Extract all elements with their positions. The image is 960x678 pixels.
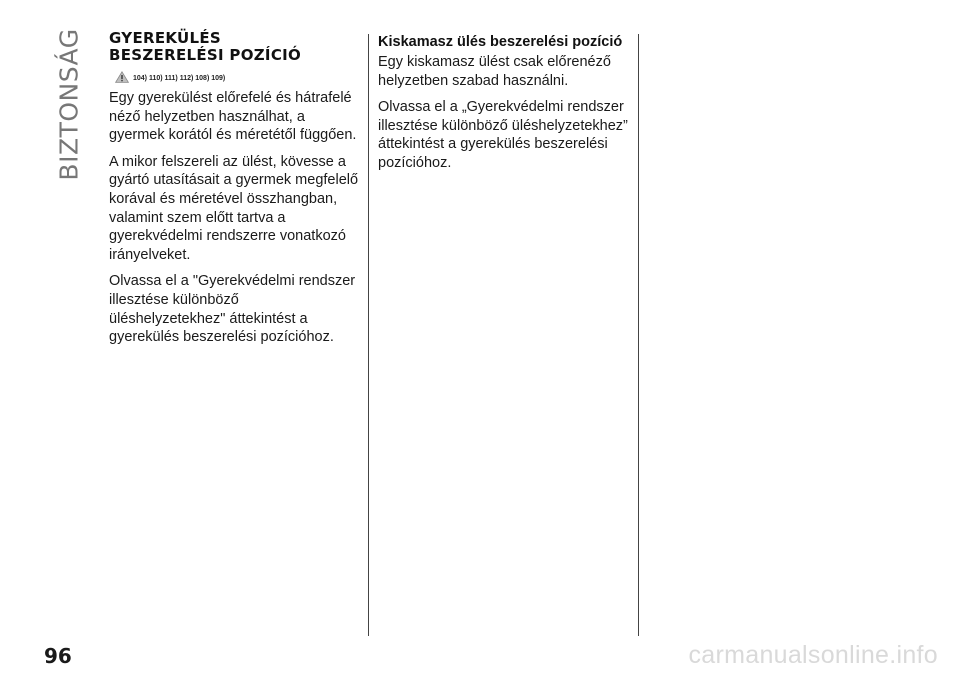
paragraph: Olvassa el a „Gyerekvédelmi rendszer illesztése különböző üléshelyzetekhez” áttekintést a gyerekülés beszerelési pozícióhoz. — [378, 99, 628, 171]
warning-references: 104) 110) 111) 112) 108) 109) — [133, 75, 226, 82]
paragraph: A mikor felszereli az ülést, kövesse a gyártó utasításait a gyermek megfelelő korával és méretével összhangban, valamint szem előtt tartva a gyerekvédelmi rendszerre vonatkozó irányelveket. — [109, 153, 359, 263]
paragraph: Egy kiskamasz ülést csak előrenéző helyzetben szabad használni. — [378, 54, 611, 89]
paragraph: Egy gyerekülést előrefelé és hátrafelé néző helyzetben használhat, a gyermek korától és méretétől függően. — [109, 90, 357, 144]
right-column — [378, 30, 628, 181]
subsection-heading: Kiskamasz ülés beszerelési pozíció — [378, 34, 623, 50]
warning-triangle-icon — [115, 70, 129, 82]
column-divider — [368, 34, 369, 636]
watermark: carmanualsonline.info — [688, 641, 938, 669]
column-divider — [638, 34, 639, 636]
page-number: 96 — [44, 644, 72, 668]
paragraph: Olvassa el a "Gyerekvédelmi rendszer illesztése különböző üléshelyzetekhez" áttekintést a gyerekülés beszerelési pozícióhoz. — [109, 273, 356, 346]
left-column — [109, 30, 359, 355]
section-side-label — [54, 27, 84, 181]
section-label-text: BIZTONSÁG — [54, 27, 84, 181]
section-heading — [109, 30, 359, 64]
warning-reference-line — [115, 68, 359, 82]
section-heading-line1: GYEREKÜLÉS — [109, 29, 222, 47]
section-heading-line2: BESZERELÉSI POZÍCIÓ — [109, 46, 302, 64]
